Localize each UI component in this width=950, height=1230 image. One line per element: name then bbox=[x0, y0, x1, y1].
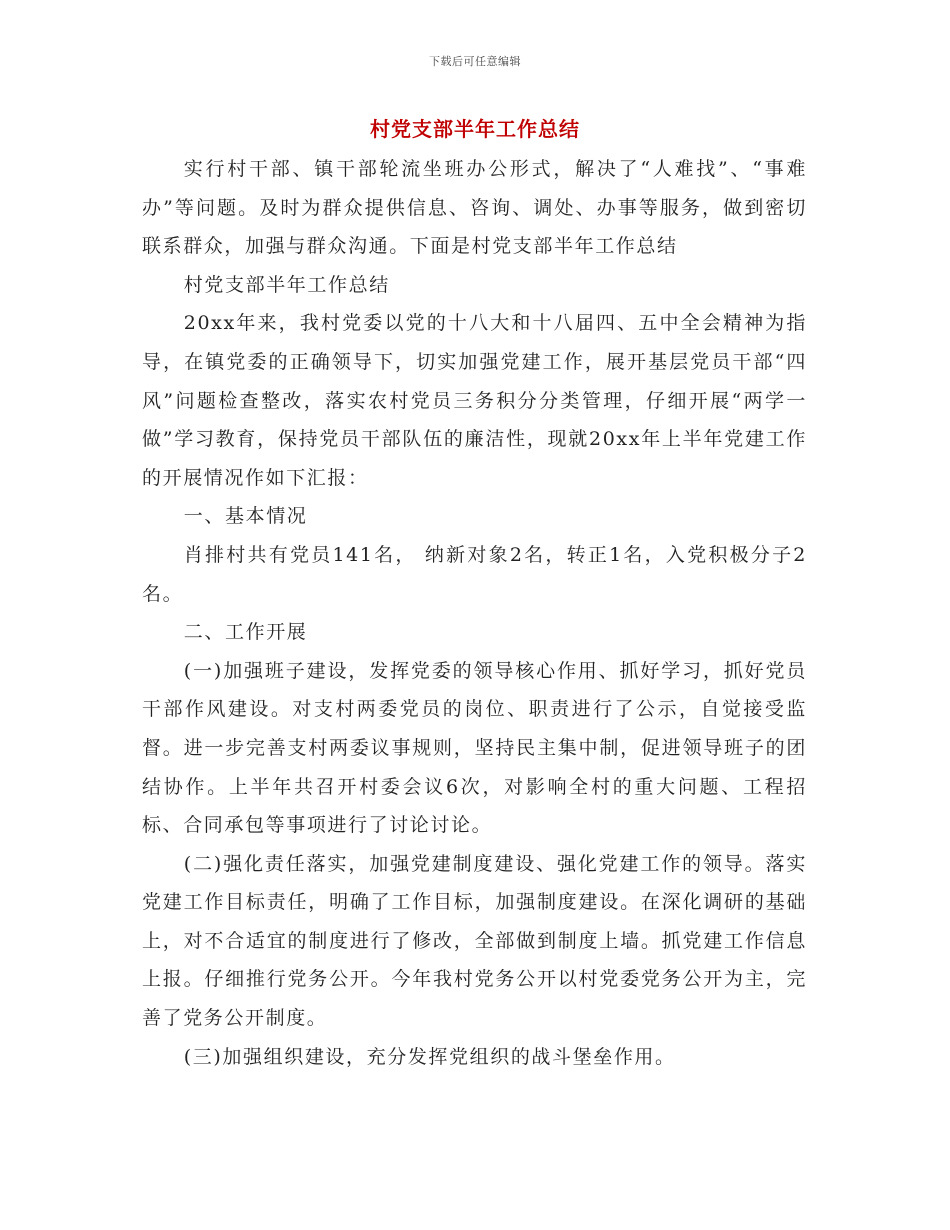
paragraph-subtitle: 村党支部半年工作总结 bbox=[183, 273, 390, 296]
document-title: 村党支部半年工作总结 bbox=[370, 117, 580, 141]
section-heading-basic: 一、基本情况 bbox=[183, 505, 308, 528]
paragraph-item-3: (三)加强组织建设，充分发挥党组织的战斗堡垒作用。 bbox=[183, 1045, 676, 1068]
paragraph-item-1: (一)加强班子建设，发挥党委的领导核心作用、抓好学习，抓好党员干部作风建设。对支村两委党员的岗位、职责进行了公示，自觉接受监督。进一步完善支村两委议事规则，坚持民主集中制，促进领导班子的团结协作。上半年共召开村委会议6次，对影响全村的重大问题、工程招标、合同承包等事项进行了讨论讨论。 bbox=[142, 659, 807, 837]
paragraph-item-2: (二)强化责任落实，加强党建制度建设、强化党建工作的领导。落实党建工作目标责任，明确了工作目标，加强制度建设。在深化调研的基础上，对不合适宜的制度进行了修改，全部做到制度上墙。抓党建工作信息上报。仔细推行党务公开。今年我村党务公开以村党委党务公开为主，完善了党务公开制度。 bbox=[142, 852, 807, 1030]
document-body bbox=[142, 150, 807, 1076]
paragraph-basic-info: 肖排村共有党员141名， 纳新对象2名，转正1名，入党积极分子2名。 bbox=[142, 543, 807, 605]
section-heading-work: 二、工作开展 bbox=[183, 621, 308, 644]
paragraph-overview: 20xx年来，我村党委以党的十八大和十八届四、五中全会精神为指导，在镇党委的正确领导下，切实加强党建工作，展开基层党员干部“四风”问题检查整改，落实农村党员三务积分分类管理，仔细开展“两学一做”学习教育，保持党员干部队伍的廉洁性，现就20xx年上半年党建工作的开展情况作如下汇报： bbox=[142, 312, 807, 489]
paragraph-intro: 实行村干部、镇干部轮流坐班办公形式，解决了“人难找”、“事难办”等问题。及时为群众提供信息、咨询、调处、办事等服务，做到密切联系群众，加强与群众沟通。下面是村党支部半年工作总结 bbox=[142, 158, 807, 258]
header-note: 下载后可任意编辑 bbox=[429, 55, 521, 68]
